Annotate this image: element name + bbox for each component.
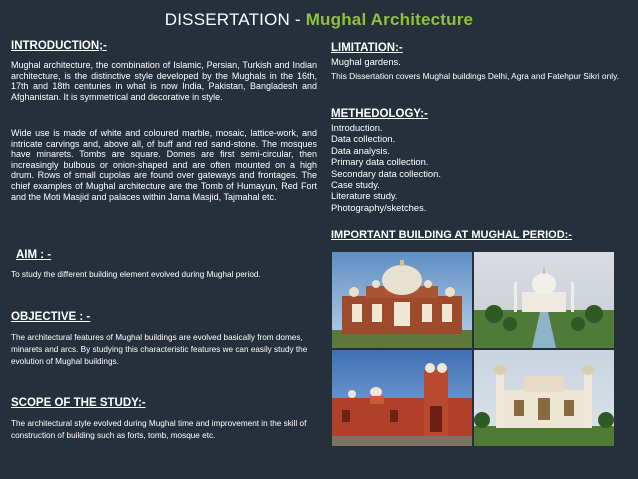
title-accent: Mughal Architecture bbox=[305, 10, 474, 29]
humayun-tomb-photo bbox=[332, 252, 472, 348]
buildings-heading: IMPORTANT BUILDING AT MUGHAL PERIOD:- bbox=[331, 229, 572, 241]
methodology-item: Photography/sketches. bbox=[331, 201, 427, 213]
limitation-line-1: Mughal gardens. bbox=[331, 56, 401, 67]
slide-title bbox=[0, 10, 638, 30]
aim-heading: AIM : - bbox=[16, 249, 52, 261]
title-prefix: DISSERTATION - bbox=[164, 10, 306, 29]
methodology-item: Data analysis. bbox=[331, 144, 390, 156]
introduction-heading: INTRODUCTION;- bbox=[11, 40, 107, 52]
red-fort-photo bbox=[332, 350, 472, 446]
itmad-ud-daulah-photo bbox=[474, 350, 614, 446]
introduction-paragraph-1: Mughal architecture, the combination of Islamic, Persian, Turkish and Indian architecture, is the distinctive style developed by the Mughals in the 16th, 17th and 18th centuries in what is now India, Pakistan, Bangladesh and Afghanistan. It is symmetrical and decorative in style. bbox=[11, 60, 317, 102]
limitation-heading: LIMITATION:- bbox=[331, 42, 403, 54]
methodology-item: Secondary data collection. bbox=[331, 167, 441, 179]
methodology-item: Literature study. bbox=[331, 190, 398, 202]
methodology-item: Data collection. bbox=[331, 133, 396, 145]
limitation-line-2: This Dissertation covers Mughal buildings Delhi, Agra and Fatehpur Sikri only. bbox=[331, 71, 619, 81]
methodology-item: Case study. bbox=[331, 179, 380, 191]
taj-mahal-photo bbox=[474, 252, 614, 348]
scope-text: The architectural style evolved during Mughal time and improvement in the skill of construction of building such as forts, tomb, mosque etc. bbox=[11, 419, 307, 441]
objective-heading: OBJECTIVE : - bbox=[11, 311, 91, 323]
methodology-item: Primary data collection. bbox=[331, 156, 429, 168]
scope-heading: SCOPE OF THE STUDY:- bbox=[11, 397, 146, 409]
methodology-item: Introduction. bbox=[331, 122, 383, 133]
methodology-list bbox=[331, 122, 441, 213]
aim-text: To study the different building element evolved during Mughal period. bbox=[11, 270, 261, 279]
methodology-heading: METHEDOLOGY:- bbox=[331, 108, 428, 120]
objective-text: The architectural features of Mughal buildings are evolved basically from domes, minarets and arcs. By studying this characteristic features we can easily study the evolution of Mughal buildings. bbox=[11, 333, 308, 367]
introduction-paragraph-2: Wide use is made of white and coloured marble, mosaic, lattice-work, and intricate carvings and, above all, of buff and red sand-stone. The mosques have minarets. Tombs are square. Domes are first semi-circular, then increasingly bulbous or onion-shaped and are often mounted on a high drum. Rows of small cupolas are found over gateways and frontages. The chief examples of Mughal architecture are the Tomb of Humayun, Red Fort and the Moti Masjid and palaces within Jama Masjid, Tajmahal etc. bbox=[11, 128, 317, 202]
